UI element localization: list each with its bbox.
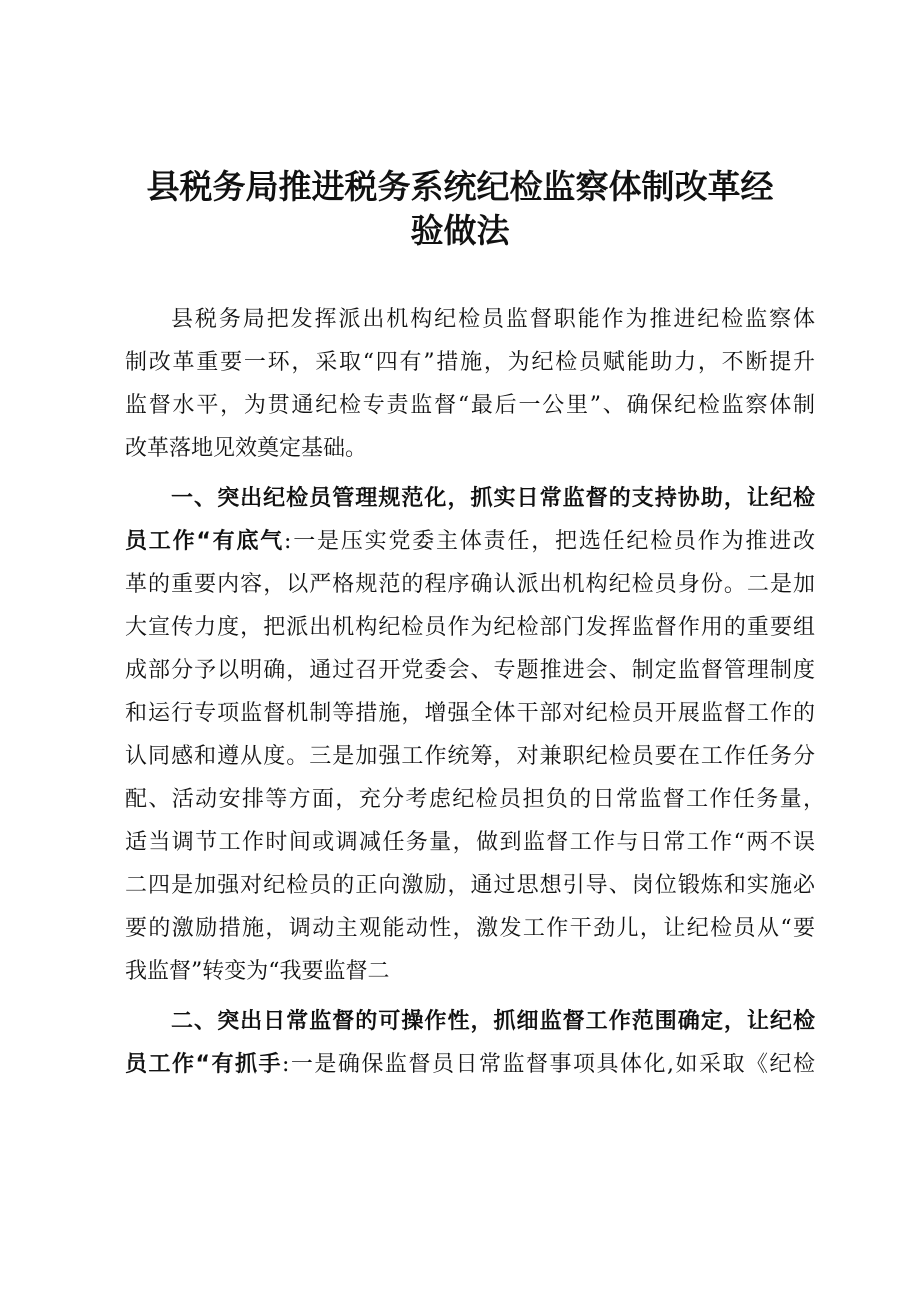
document-title-line-1: 县税务局推进税务系统纪检监察体制改革经: [146, 167, 774, 206]
section1-line-3: 革的重要内容，以严格规范的程序确认派出机构纪检员身份。二是加: [125, 572, 815, 597]
section1-line-2-text: :一是压实党委主体责任，把选任纪检员作为推进改: [284, 529, 815, 554]
section1-line-4: 大宣传力度，把派出机构纪检员作为纪检部门发挥监督作用的重要组: [125, 615, 815, 640]
section1-line-12: 我监督”转变为“我要监督二: [125, 959, 390, 984]
section2-line-2: [125, 1046, 815, 1084]
section1-heading: 一、突出纪检员管理规范化，抓实日常监督的支持协助，让纪检: [171, 486, 815, 511]
intro-line-2: 制改革重要一环，采取“四有”措施，为纪检员赋能助力，不断提升: [125, 350, 815, 375]
document-title-line-2: 验做法: [410, 211, 510, 250]
section1-line-8: 配、活动安排等方面，充分考虑纪检员担负的日常监督工作任务量，: [125, 787, 825, 812]
section1-line-5: 成部分予以明确，通过召开党委会、专题推进会、制定监督管理制度: [125, 658, 815, 683]
intro-line-4: 改革落地见效奠定基础。: [125, 436, 368, 461]
section1-line-2: [125, 523, 815, 561]
section1-line-7: 认同感和遵从度。三是加强工作统筹，对兼职纪检员要在工作任务分: [125, 744, 815, 769]
section2-heading: 二、突出日常监督的可操作性，抓细监督工作范围确定，让纪检: [171, 1009, 815, 1034]
section1-line-11: 要的激励措施，调动主观能动性，激发工作干劲儿，让纪检员从“要: [125, 916, 815, 941]
intro-line-3: 监督水平，为贯通纪检专责监督“最后一公里”、确保纪检监察体制: [125, 393, 815, 418]
section1-line-10: 二四是加强对纪检员的正向激励，通过思想引导、岗位锻炼和实施必: [125, 873, 815, 898]
section1-heading-cont: 员工作“有底气: [125, 529, 285, 554]
section2-heading-cont: 员工作“有抓手: [125, 1052, 282, 1077]
section2-line-2-text: :一是确保监督员日常监督事项具体化,如采取《纪检: [282, 1052, 815, 1077]
intro-line-1: 县税务局把发挥派出机构纪检员监督职能作为推进纪检监察体: [171, 307, 815, 332]
section1-line-6: 和运行专项监督机制等措施，增强全体干部对纪检员开展监督工作的: [125, 701, 815, 726]
section1-line-9: 适当调节工作时间或调减任务量，做到监督工作与日常工作“两不误: [125, 830, 815, 855]
